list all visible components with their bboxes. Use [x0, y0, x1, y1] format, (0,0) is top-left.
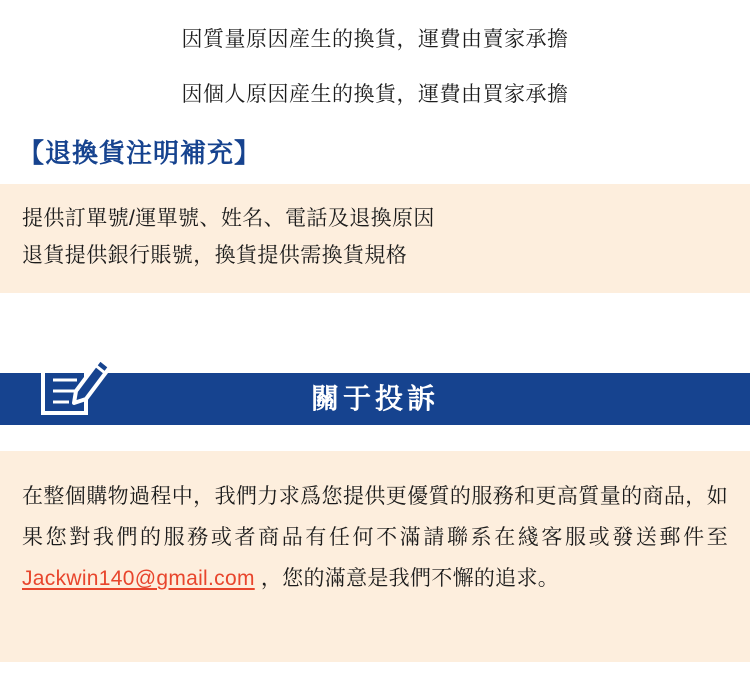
policy-line-personal: 因個人原因産生的換貨，運費由買家承擔	[181, 82, 569, 106]
note-section-heading: 【退換貨注明補充】	[18, 138, 262, 169]
complaint-banner	[0, 347, 750, 425]
return-policy-lines	[0, 0, 750, 111]
complaint-panel	[0, 451, 750, 662]
note-line-info: 提供訂單號/運單號、姓名、電話及退換原因	[22, 207, 435, 231]
complaint-text-after: ，您的滿意是我們不懈的追求。	[254, 567, 560, 591]
pencil-edit-icon	[38, 347, 112, 421]
note-line-bank: 退貨提供銀行賬號，換貨提供需換貨規格	[22, 243, 408, 267]
note-panel	[0, 184, 750, 293]
complaint-text-before: 在整個購物過程中，我們力求爲您提供更優質的服務和更高質量的商品，如果您對我們的服務或者商品有任何不滿請聯系在綫客服或發送郵件至	[22, 485, 728, 550]
policy-line-quality: 因質量原因産生的換貨，運費由賣家承擔	[181, 28, 569, 51]
support-email-link[interactable]: Jackwin140@gmail.com	[22, 567, 255, 591]
complaint-text	[22, 477, 728, 600]
banner-title: 關于投訴	[310, 383, 439, 415]
